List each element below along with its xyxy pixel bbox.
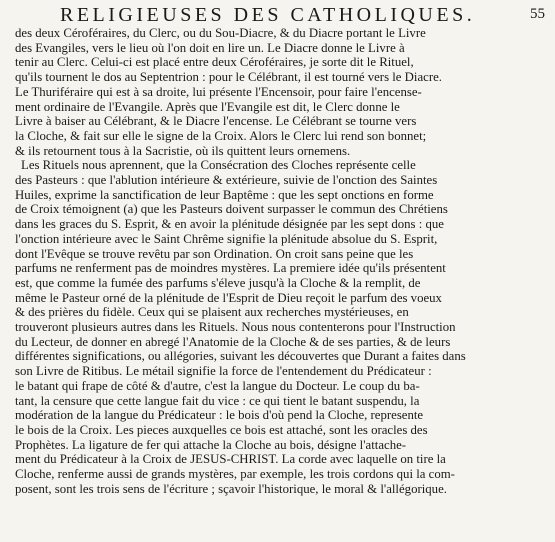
text-line: est, que comme la fumée des parfums s'éleve jusqu'à la Cloche & la remplit, de [15, 275, 421, 290]
text-line: du Lecteur, de donner en abregé l'Anatomie de la Cloche & de ses parties, & de leurs [15, 334, 451, 349]
text-line: le batant qui frape de côté & d'autre, c'est la langue du Docteur. Le coup du ba- [15, 378, 420, 393]
page-header [0, 4, 555, 28]
text-line: posent, sont les trois sens de l'écriture ; sçavoir l'historique, le moral & l'allégorique. [15, 481, 447, 496]
text-line: ment ordinaire de l'Evangile. Après que l'Evangile est dit, le Clerc donne le [15, 99, 400, 114]
text-line: des Evangiles, vers le lieu où l'on doit en lire un. Le Diacre donne le Livre à [15, 40, 405, 55]
text-line: de Croix témoignent (a) que les Pasteurs doivent surpasser le commun des Chrétiens [15, 202, 448, 217]
text-line: Le Thuriféraire qui est à sa droite, lui présente l'Encensoir, pour faire l'encense- [15, 84, 422, 99]
text-line: Prophètes. La ligature de fer qui attache la Cloche au bois, désigne l'attache- [15, 437, 407, 452]
text-line: l'onction intérieure avec le Saint Chrême signifie la plénitude absolue du S. Esprit, [15, 231, 438, 246]
running-head: RELIGIEUSES DES CATHOLIQUES. [60, 4, 476, 26]
text-line: différentes significations, ou allégories, suivant les découvertes que Durant a faites dans [15, 349, 466, 364]
text-line: tenir au Clerc. Celui-ci est placé entre deux Céroféraires, je sorte dit le Rituel, [15, 55, 414, 70]
body-text [15, 26, 540, 497]
text-line: tant, la censure que cette langue fait du vice : ce qui tient le batant suspendu, la [15, 393, 420, 408]
text-line: dont l'Evêque se trouve revêtu par son Ordination. On croit sans peine que les [15, 246, 414, 261]
text-line: Cloche, renferme aussi de grands mystères, par exemple, les trois cordons qui la com- [15, 467, 455, 482]
text-line: ment du Prédicateur à la Croix de JESUS-CHRIST. La corde avec laquelle on tire la [15, 452, 446, 467]
text-line: & ils retournent tous à la Sacristie, où ils quittent leurs ornemens. [15, 143, 351, 158]
text-line: trouveront plusieurs autres dans les Rituels. Nous nous contenterons pour l'Instruction [15, 320, 456, 335]
text-line: des deux Céroféraires, du Clerc, ou du Sou-Diacre, & du Diacre portant le Livre [15, 26, 426, 40]
text-line: la Cloche, & fait sur elle le signe de la Croix. Alors le Clerc lui rend son bonnet; [15, 128, 427, 143]
text-line: des Pasteurs : que l'ablution intérieure & extérieure, suivie de l'onction des Saintes [15, 173, 438, 188]
page-number: 55 [530, 6, 545, 22]
text-line: Livre à baiser au Célébrant, & le Diacre l'encense. Le Célébrant se tourne vers [15, 114, 417, 129]
text-line: Les Rituels nous aprennent, que la Consécration des Cloches représente celle [21, 158, 416, 173]
text-line: dans les graces du S. Esprit, & en avoir la plénitude désignée par les sept dons : que [15, 217, 444, 232]
text-line: son Livre de Ritibus. Le métail signifie la force de l'entendement du Prédicateur : [15, 364, 432, 379]
text-line: même le Pasteur orné de la plénitude de l'Esprit de Dieu reçoit le parfum des voeux [15, 290, 442, 305]
text-line: qu'ils tournent le dos au Septentrion : pour le Célébrant, il est tourné vers le Diacre. [15, 70, 442, 85]
text-line: modération de la langue du Prédicateur : le bois d'où pend la Cloche, represente [15, 408, 424, 423]
text-line: le bois de la Croix. Les pieces auxquelles ce bois est attaché, sont les oracles des [15, 422, 428, 437]
text-line: & des prières du fidèle. Ceux qui se plaisent aux recherches mystérieuses, en [15, 305, 409, 320]
text-line: Huiles, exprime la sanctification de leur Baptême : que les sept onctions en forme [15, 187, 434, 202]
text-line: parfums ne renferment pas de moindres mystères. La premiere idée qu'ils présentent [15, 261, 446, 276]
